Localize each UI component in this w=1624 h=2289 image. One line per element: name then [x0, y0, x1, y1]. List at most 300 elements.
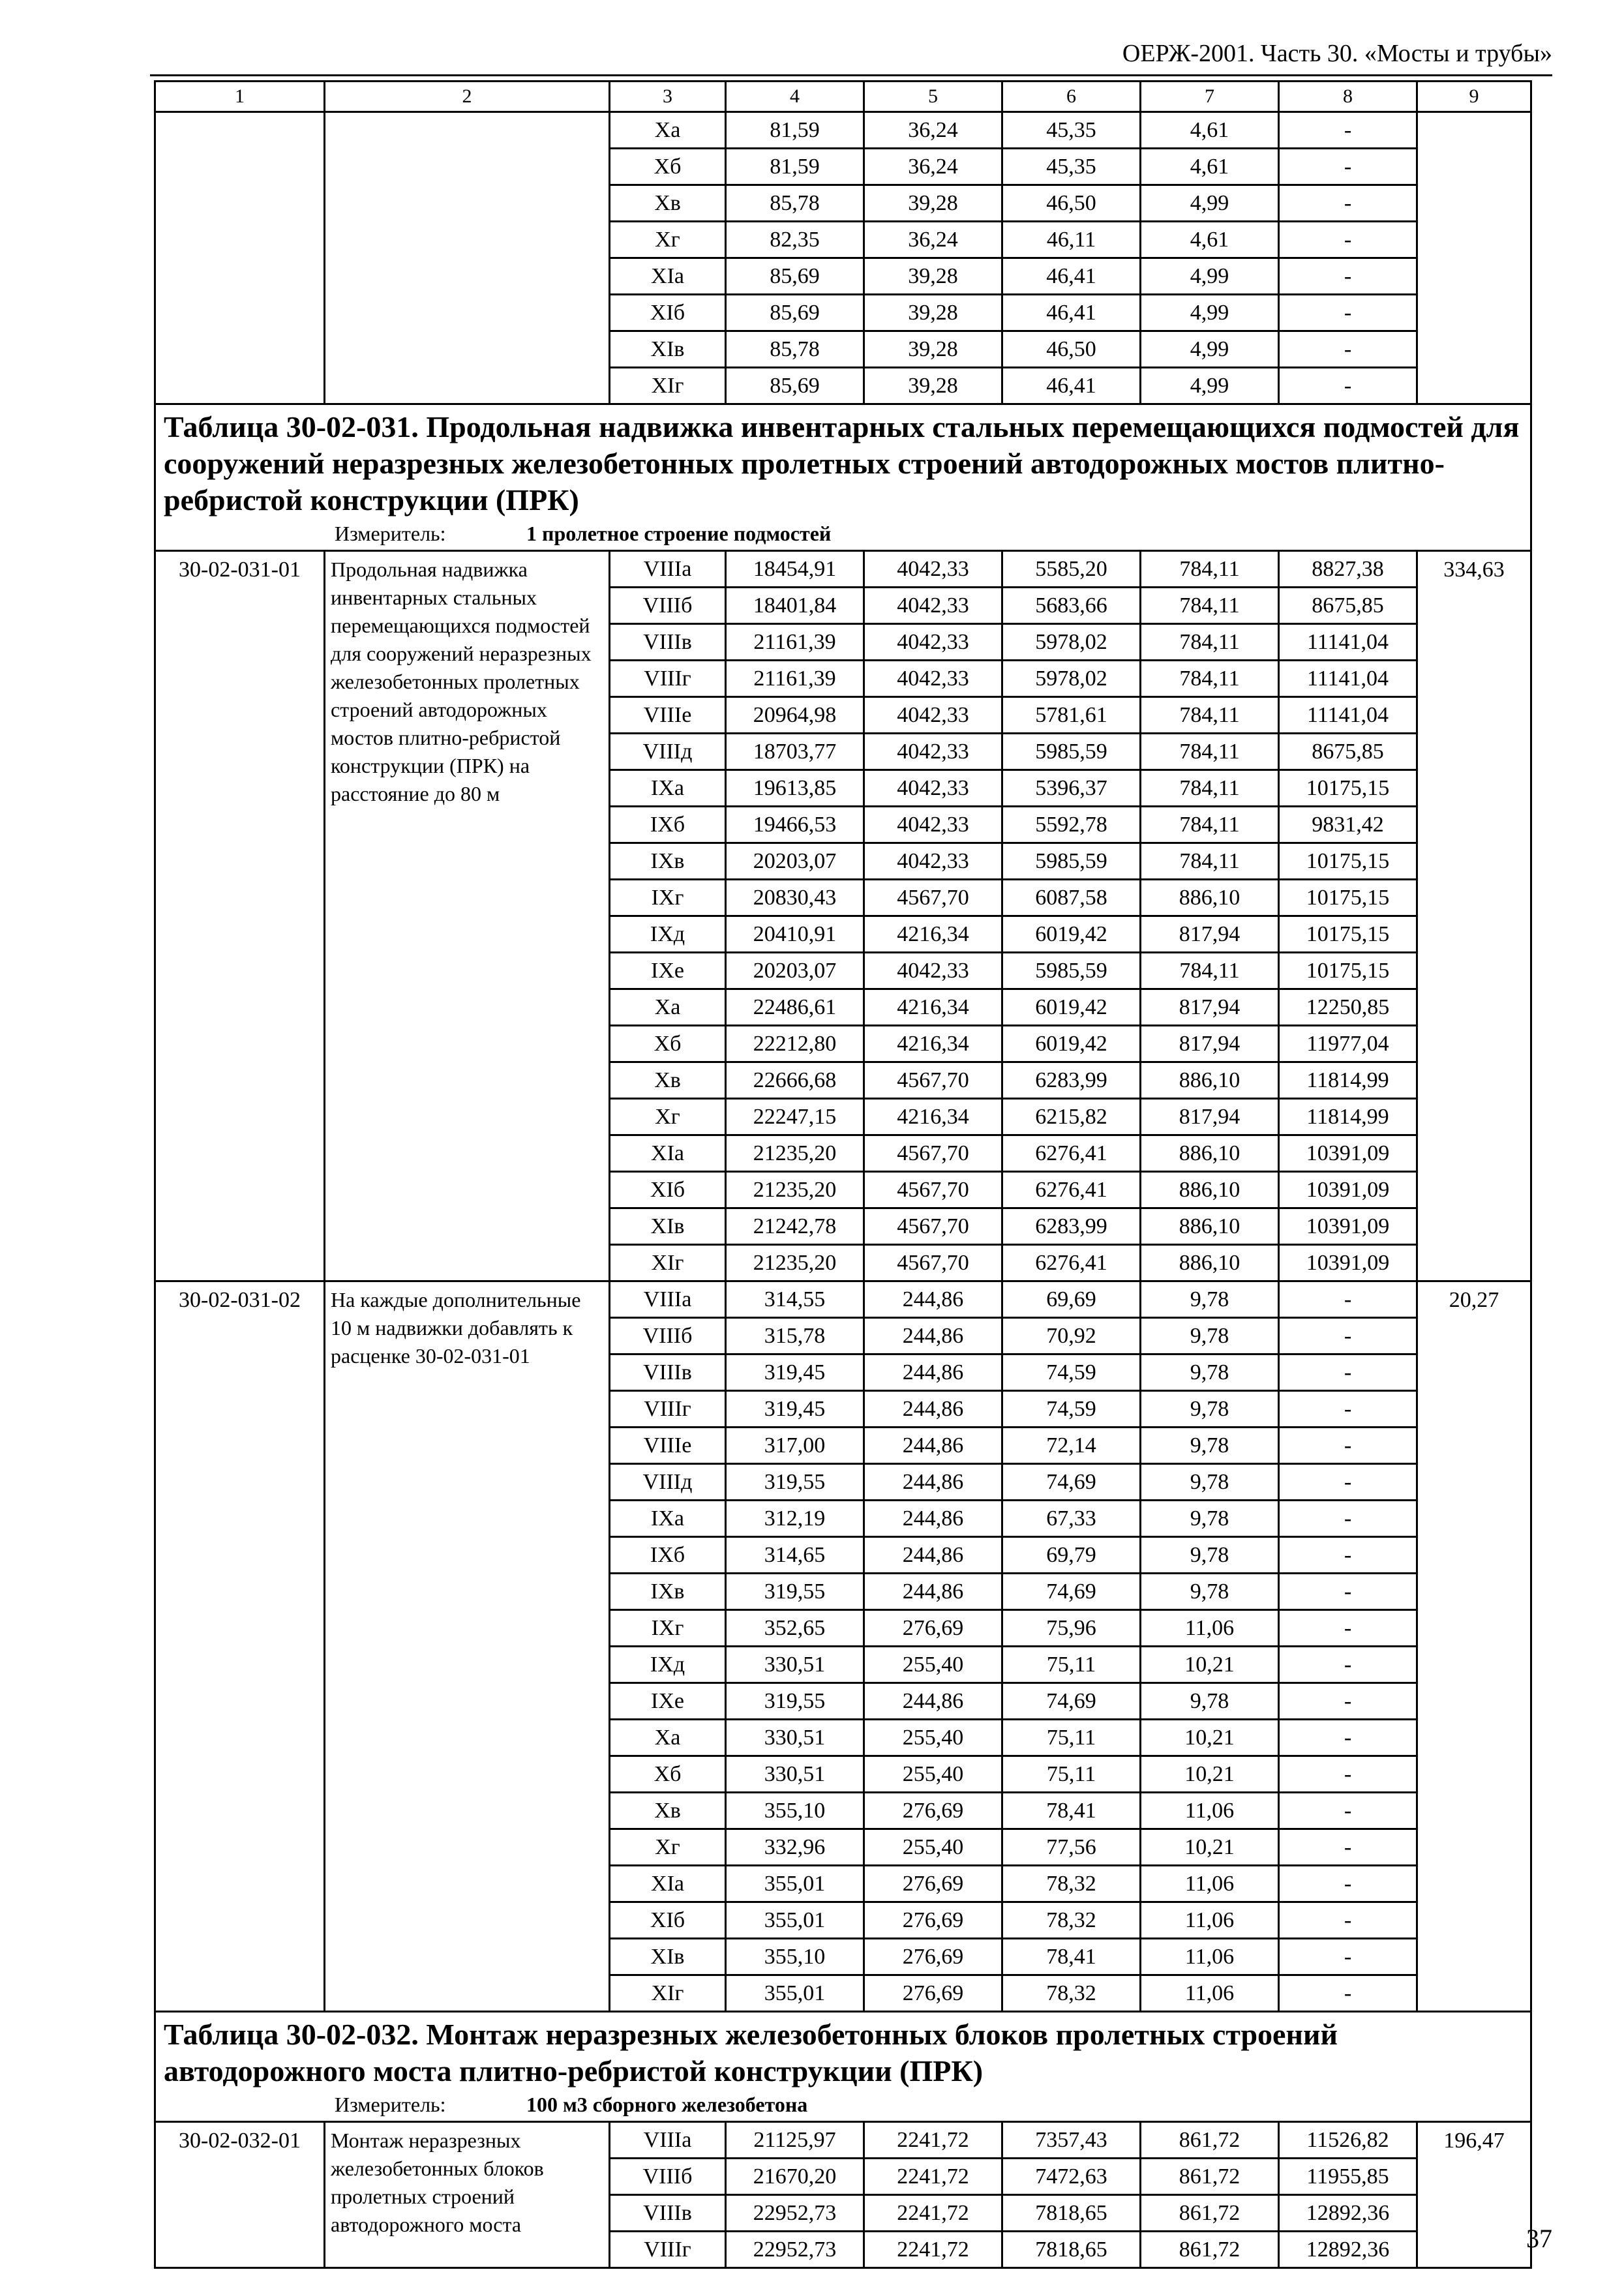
measure: [164, 2091, 1524, 2118]
machine-operation-cell: 46,50: [1002, 185, 1141, 222]
materials-cell: -: [1279, 1902, 1417, 1939]
zone-cell: XIг: [610, 1245, 726, 1281]
operator-wages-cell: 10,21: [1141, 1720, 1279, 1756]
labor-wages-cell: 36,24: [864, 222, 1002, 258]
zone-cell: XIг: [610, 1975, 726, 2012]
machine-operation-cell: 6276,41: [1002, 1172, 1141, 1208]
labor-wages-cell: 4567,70: [864, 880, 1002, 916]
machine-operation-cell: 6283,99: [1002, 1208, 1141, 1245]
operator-wages-cell: 886,10: [1141, 1135, 1279, 1172]
operator-wages-cell: 886,10: [1141, 1208, 1279, 1245]
machine-operation-cell: 46,50: [1002, 331, 1141, 368]
materials-cell: 11955,85: [1279, 2159, 1417, 2195]
operator-wages-cell: 886,10: [1141, 1062, 1279, 1099]
machine-operation-cell: 6283,99: [1002, 1062, 1141, 1099]
direct-costs-cell: 355,01: [726, 1902, 864, 1939]
rate-code: 30-02-032-01: [155, 2122, 325, 2268]
labor-wages-cell: 244,86: [864, 1501, 1002, 1537]
table-032-title-row: [155, 2012, 1531, 2122]
machine-operation-cell: 6276,41: [1002, 1135, 1141, 1172]
materials-cell: 11526,82: [1279, 2122, 1417, 2159]
column-number: 4: [726, 82, 864, 112]
materials-cell: 11141,04: [1279, 697, 1417, 734]
machine-operation-cell: 5985,59: [1002, 734, 1141, 770]
operator-wages-cell: 9,78: [1141, 1501, 1279, 1537]
machine-operation-cell: 6019,42: [1002, 1026, 1141, 1062]
zone-cell: XIв: [610, 331, 726, 368]
zone-cell: Xб: [610, 1756, 726, 1793]
zone-cell: Xг: [610, 1829, 726, 1866]
direct-costs-cell: 20410,91: [726, 916, 864, 953]
zone-cell: IXб: [610, 1537, 726, 1574]
zone-cell: XIa: [610, 1866, 726, 1902]
machine-operation-cell: 74,59: [1002, 1354, 1141, 1391]
zone-cell: XIв: [610, 1939, 726, 1975]
direct-costs-cell: 22212,80: [726, 1026, 864, 1062]
machine-operation-cell: 6019,42: [1002, 916, 1141, 953]
direct-costs-cell: 319,55: [726, 1464, 864, 1501]
operator-wages-cell: 10,21: [1141, 1756, 1279, 1793]
machine-operation-cell: 74,59: [1002, 1391, 1141, 1428]
materials-cell: -: [1279, 1391, 1417, 1428]
materials-cell: 12892,36: [1279, 2195, 1417, 2232]
zone-cell: XIб: [610, 1172, 726, 1208]
materials-cell: 11141,04: [1279, 624, 1417, 661]
operator-wages-cell: 861,72: [1141, 2232, 1279, 2268]
column-number: 5: [864, 82, 1002, 112]
operator-wages-cell: 4,99: [1141, 295, 1279, 331]
table-row: [155, 1281, 1531, 1318]
header-rule: [150, 74, 1552, 76]
machine-operation-cell: 67,33: [1002, 1501, 1141, 1537]
machine-operation-cell: 7357,43: [1002, 2122, 1141, 2159]
operator-wages-cell: 784,11: [1141, 697, 1279, 734]
machine-operation-cell: 5683,66: [1002, 588, 1141, 624]
machine-operation-cell: 69,69: [1002, 1281, 1141, 1318]
materials-cell: -: [1279, 295, 1417, 331]
direct-costs-cell: 82,35: [726, 222, 864, 258]
direct-costs-cell: 19613,85: [726, 770, 864, 807]
direct-costs-cell: 18454,91: [726, 551, 864, 588]
materials-cell: -: [1279, 222, 1417, 258]
direct-costs-cell: 21670,20: [726, 2159, 864, 2195]
materials-cell: 10391,09: [1279, 1135, 1417, 1172]
direct-costs-cell: 319,45: [726, 1354, 864, 1391]
labor-wages-cell: 4216,34: [864, 1099, 1002, 1135]
labor-wages-cell: 244,86: [864, 1318, 1002, 1354]
zone-cell: IXе: [610, 953, 726, 989]
labor-wages-cell: 4042,33: [864, 624, 1002, 661]
direct-costs-cell: 85,69: [726, 368, 864, 404]
labor-wages-cell: 276,69: [864, 1939, 1002, 1975]
materials-cell: -: [1279, 149, 1417, 185]
zone-cell: IXг: [610, 880, 726, 916]
direct-costs-cell: 332,96: [726, 1829, 864, 1866]
machine-operation-cell: 78,41: [1002, 1793, 1141, 1829]
operator-wages-cell: 4,61: [1141, 112, 1279, 149]
zone-cell: IXa: [610, 1501, 726, 1537]
rate-description: На каждые дополнительные 10 м надвижки добавлять к расценке 30-02-031-01: [325, 1281, 610, 2012]
table-row: [155, 112, 1531, 149]
machine-operation-cell: 5985,59: [1002, 953, 1141, 989]
materials-cell: 9831,42: [1279, 807, 1417, 843]
materials-cell: -: [1279, 1866, 1417, 1902]
machine-operation-cell: 74,69: [1002, 1574, 1141, 1610]
zone-cell: XIa: [610, 258, 726, 295]
machine-operation-cell: 75,11: [1002, 1647, 1141, 1683]
labor-wages-cell: 244,86: [864, 1464, 1002, 1501]
direct-costs-cell: 20203,07: [726, 843, 864, 880]
operator-wages-cell: 784,11: [1141, 588, 1279, 624]
direct-costs-cell: 21161,39: [726, 624, 864, 661]
zone-cell: XIб: [610, 295, 726, 331]
column-number: 2: [325, 82, 610, 112]
zone-cell: VIIIa: [610, 1281, 726, 1318]
direct-costs-cell: 355,01: [726, 1866, 864, 1902]
rate-value: 334,63: [1417, 551, 1531, 1281]
operator-wages-cell: 9,78: [1141, 1683, 1279, 1720]
materials-cell: -: [1279, 1354, 1417, 1391]
materials-cell: -: [1279, 1501, 1417, 1537]
materials-cell: 10175,15: [1279, 916, 1417, 953]
operator-wages-cell: 784,11: [1141, 843, 1279, 880]
measure-value: 1 пролетное строение подмостей: [526, 522, 832, 545]
operator-wages-cell: 9,78: [1141, 1574, 1279, 1610]
direct-costs-cell: 20830,43: [726, 880, 864, 916]
materials-cell: -: [1279, 1756, 1417, 1793]
machine-operation-cell: 5978,02: [1002, 661, 1141, 697]
materials-cell: 10175,15: [1279, 880, 1417, 916]
column-number: 3: [610, 82, 726, 112]
labor-wages-cell: 244,86: [864, 1537, 1002, 1574]
labor-wages-cell: 39,28: [864, 185, 1002, 222]
materials-cell: -: [1279, 112, 1417, 149]
table-title: Таблица 30-02-032. Монтаж неразрезных железобетонных блоков пролетных строений автодорожного моста плитно-ребристой конструкции (ПРК): [164, 2018, 1338, 2087]
zone-cell: VIIIе: [610, 697, 726, 734]
materials-cell: 10175,15: [1279, 843, 1417, 880]
direct-costs-cell: 22952,73: [726, 2195, 864, 2232]
zone-cell: Xa: [610, 989, 726, 1026]
measure-label: Измеритель:: [335, 2093, 446, 2116]
zone-cell: IXг: [610, 1610, 726, 1647]
column-number: 8: [1279, 82, 1417, 112]
rate-description: Продольная надвижка инвентарных стальных перемещающихся подмостей для сооружений неразрезных железобетонных пролетных строений автодорожных мостов плитно-ребристой конструкции (ПРК) на расстояние до 80 м: [325, 551, 610, 1281]
materials-cell: -: [1279, 1975, 1417, 2012]
labor-wages-cell: 2241,72: [864, 2195, 1002, 2232]
operator-wages-cell: 11,06: [1141, 1610, 1279, 1647]
materials-cell: -: [1279, 1574, 1417, 1610]
operator-wages-cell: 11,06: [1141, 1975, 1279, 2012]
materials-cell: -: [1279, 368, 1417, 404]
materials-cell: -: [1279, 331, 1417, 368]
zone-cell: IXa: [610, 770, 726, 807]
labor-wages-cell: 39,28: [864, 368, 1002, 404]
direct-costs-cell: 21235,20: [726, 1172, 864, 1208]
zone-cell: VIIIв: [610, 1354, 726, 1391]
zone-cell: Xв: [610, 1062, 726, 1099]
direct-costs-cell: 22666,68: [726, 1062, 864, 1099]
materials-cell: 10391,09: [1279, 1172, 1417, 1208]
table-row: [155, 551, 1531, 588]
materials-cell: -: [1279, 1720, 1417, 1756]
zone-cell: Xг: [610, 1099, 726, 1135]
materials-cell: -: [1279, 1610, 1417, 1647]
zone-cell: VIIIб: [610, 588, 726, 624]
zone-cell: XIa: [610, 1135, 726, 1172]
column-number: 1: [155, 82, 325, 112]
labor-wages-cell: 244,86: [864, 1354, 1002, 1391]
rate-value: 196,47: [1417, 2122, 1531, 2268]
machine-operation-cell: 5585,20: [1002, 551, 1141, 588]
labor-wages-cell: 4042,33: [864, 588, 1002, 624]
machine-operation-cell: 46,41: [1002, 368, 1141, 404]
materials-cell: 10175,15: [1279, 953, 1417, 989]
operator-wages-cell: 784,11: [1141, 551, 1279, 588]
zone-cell: VIIIг: [610, 2232, 726, 2268]
labor-wages-cell: 4042,33: [864, 697, 1002, 734]
zone-cell: VIIIб: [610, 1318, 726, 1354]
materials-cell: -: [1279, 1428, 1417, 1464]
zone-cell: XIб: [610, 1902, 726, 1939]
operator-wages-cell: 9,78: [1141, 1281, 1279, 1318]
machine-operation-cell: 5781,61: [1002, 697, 1141, 734]
labor-wages-cell: 4042,33: [864, 953, 1002, 989]
zone-cell: Xб: [610, 149, 726, 185]
operator-wages-cell: 9,78: [1141, 1428, 1279, 1464]
zone-cell: VIIIд: [610, 734, 726, 770]
labor-wages-cell: 4042,33: [864, 770, 1002, 807]
column-number-row: [155, 82, 1531, 112]
operator-wages-cell: 11,06: [1141, 1939, 1279, 1975]
rate-value: 20,27: [1417, 1281, 1531, 2012]
operator-wages-cell: 4,99: [1141, 368, 1279, 404]
operator-wages-cell: 784,11: [1141, 807, 1279, 843]
machine-operation-cell: 45,35: [1002, 112, 1141, 149]
machine-operation-cell: 75,96: [1002, 1610, 1141, 1647]
labor-wages-cell: 2241,72: [864, 2159, 1002, 2195]
materials-cell: -: [1279, 1829, 1417, 1866]
zone-cell: VIIIв: [610, 624, 726, 661]
column-number: 9: [1417, 82, 1531, 112]
direct-costs-cell: 21125,97: [726, 2122, 864, 2159]
zone-cell: VIIIб: [610, 2159, 726, 2195]
operator-wages-cell: 817,94: [1141, 916, 1279, 953]
table-row: [155, 2122, 1531, 2159]
direct-costs-cell: 330,51: [726, 1756, 864, 1793]
materials-cell: -: [1279, 1281, 1417, 1318]
materials-cell: -: [1279, 1793, 1417, 1829]
direct-costs-cell: 22247,15: [726, 1099, 864, 1135]
machine-operation-cell: 77,56: [1002, 1829, 1141, 1866]
direct-costs-cell: 85,69: [726, 295, 864, 331]
empty-cell: [155, 112, 325, 404]
machine-operation-cell: 78,41: [1002, 1939, 1141, 1975]
labor-wages-cell: 4042,33: [864, 551, 1002, 588]
column-number: 7: [1141, 82, 1279, 112]
operator-wages-cell: 784,11: [1141, 624, 1279, 661]
machine-operation-cell: 46,41: [1002, 295, 1141, 331]
operator-wages-cell: 9,78: [1141, 1391, 1279, 1428]
operator-wages-cell: 11,06: [1141, 1793, 1279, 1829]
direct-costs-cell: 20203,07: [726, 953, 864, 989]
labor-wages-cell: 276,69: [864, 1902, 1002, 1939]
labor-wages-cell: 2241,72: [864, 2122, 1002, 2159]
zone-cell: IXв: [610, 1574, 726, 1610]
materials-cell: 10391,09: [1279, 1208, 1417, 1245]
labor-wages-cell: 276,69: [864, 1866, 1002, 1902]
labor-wages-cell: 255,40: [864, 1829, 1002, 1866]
materials-cell: 8675,85: [1279, 588, 1417, 624]
labor-wages-cell: 244,86: [864, 1574, 1002, 1610]
direct-costs-cell: 22486,61: [726, 989, 864, 1026]
materials-cell: 12250,85: [1279, 989, 1417, 1026]
direct-costs-cell: 352,65: [726, 1610, 864, 1647]
direct-costs-cell: 330,51: [726, 1647, 864, 1683]
machine-operation-cell: 6087,58: [1002, 880, 1141, 916]
operator-wages-cell: 10,21: [1141, 1829, 1279, 1866]
direct-costs-cell: 81,59: [726, 149, 864, 185]
empty-cell: [1417, 112, 1531, 404]
zone-cell: IXб: [610, 807, 726, 843]
direct-costs-cell: 319,55: [726, 1574, 864, 1610]
machine-operation-cell: 74,69: [1002, 1464, 1141, 1501]
materials-cell: 11814,99: [1279, 1099, 1417, 1135]
operator-wages-cell: 10,21: [1141, 1647, 1279, 1683]
labor-wages-cell: 4567,70: [864, 1062, 1002, 1099]
operator-wages-cell: 784,11: [1141, 953, 1279, 989]
direct-costs-cell: 355,10: [726, 1793, 864, 1829]
direct-costs-cell: 317,00: [726, 1428, 864, 1464]
materials-cell: 10391,09: [1279, 1245, 1417, 1281]
labor-wages-cell: 4042,33: [864, 734, 1002, 770]
table-032-title: [155, 2012, 1531, 2122]
operator-wages-cell: 784,11: [1141, 661, 1279, 697]
direct-costs-cell: 20964,98: [726, 697, 864, 734]
machine-operation-cell: 5985,59: [1002, 843, 1141, 880]
materials-cell: -: [1279, 258, 1417, 295]
materials-cell: -: [1279, 1683, 1417, 1720]
table-031-title-row: [155, 404, 1531, 551]
machine-operation-cell: 46,11: [1002, 222, 1141, 258]
machine-operation-cell: 5396,37: [1002, 770, 1141, 807]
operator-wages-cell: 861,72: [1141, 2122, 1279, 2159]
labor-wages-cell: 276,69: [864, 1975, 1002, 2012]
operator-wages-cell: 861,72: [1141, 2159, 1279, 2195]
empty-cell: [325, 112, 610, 404]
operator-wages-cell: 11,06: [1141, 1866, 1279, 1902]
materials-cell: -: [1279, 1464, 1417, 1501]
operator-wages-cell: 817,94: [1141, 989, 1279, 1026]
materials-cell: 8827,38: [1279, 551, 1417, 588]
direct-costs-cell: 319,45: [726, 1391, 864, 1428]
zone-cell: VIIIв: [610, 2195, 726, 2232]
operator-wages-cell: 4,99: [1141, 258, 1279, 295]
machine-operation-cell: 70,92: [1002, 1318, 1141, 1354]
labor-wages-cell: 39,28: [864, 295, 1002, 331]
operator-wages-cell: 861,72: [1141, 2195, 1279, 2232]
materials-cell: -: [1279, 1939, 1417, 1975]
machine-operation-cell: 7818,65: [1002, 2232, 1141, 2268]
zone-cell: Xг: [610, 222, 726, 258]
direct-costs-cell: 21161,39: [726, 661, 864, 697]
direct-costs-cell: 315,78: [726, 1318, 864, 1354]
measure-value: 100 м3 сборного железобетона: [526, 2093, 808, 2116]
zone-cell: XIв: [610, 1208, 726, 1245]
zone-cell: Xв: [610, 185, 726, 222]
materials-cell: 11977,04: [1279, 1026, 1417, 1062]
direct-costs-cell: 21235,20: [726, 1135, 864, 1172]
labor-wages-cell: 4042,33: [864, 843, 1002, 880]
direct-costs-cell: 19466,53: [726, 807, 864, 843]
labor-wages-cell: 36,24: [864, 112, 1002, 149]
labor-wages-cell: 4567,70: [864, 1245, 1002, 1281]
labor-wages-cell: 39,28: [864, 331, 1002, 368]
zone-cell: VIIIд: [610, 1464, 726, 1501]
machine-operation-cell: 6215,82: [1002, 1099, 1141, 1135]
labor-wages-cell: 276,69: [864, 1610, 1002, 1647]
labor-wages-cell: 276,69: [864, 1793, 1002, 1829]
labor-wages-cell: 4216,34: [864, 916, 1002, 953]
direct-costs-cell: 355,10: [726, 1939, 864, 1975]
labor-wages-cell: 244,86: [864, 1391, 1002, 1428]
machine-operation-cell: 75,11: [1002, 1720, 1141, 1756]
direct-costs-cell: 18401,84: [726, 588, 864, 624]
operator-wages-cell: 886,10: [1141, 1245, 1279, 1281]
machine-operation-cell: 72,14: [1002, 1428, 1141, 1464]
page-number: 37: [1526, 2224, 1552, 2253]
materials-cell: -: [1279, 1537, 1417, 1574]
operator-wages-cell: 784,11: [1141, 734, 1279, 770]
direct-costs-cell: 85,78: [726, 331, 864, 368]
labor-wages-cell: 255,40: [864, 1720, 1002, 1756]
machine-operation-cell: 74,69: [1002, 1683, 1141, 1720]
zone-cell: Xв: [610, 1793, 726, 1829]
rates-table: [154, 80, 1532, 2269]
measure-label: Измеритель:: [335, 522, 446, 545]
zone-cell: Xб: [610, 1026, 726, 1062]
operator-wages-cell: 886,10: [1141, 1172, 1279, 1208]
measure: [164, 520, 1524, 547]
zone-cell: XIг: [610, 368, 726, 404]
operator-wages-cell: 9,78: [1141, 1354, 1279, 1391]
materials-cell: 12892,36: [1279, 2232, 1417, 2268]
labor-wages-cell: 4567,70: [864, 1208, 1002, 1245]
labor-wages-cell: 4216,34: [864, 1026, 1002, 1062]
direct-costs-cell: 312,19: [726, 1501, 864, 1537]
machine-operation-cell: 75,11: [1002, 1756, 1141, 1793]
machine-operation-cell: 45,35: [1002, 149, 1141, 185]
machine-operation-cell: 7472,63: [1002, 2159, 1141, 2195]
machine-operation-cell: 6276,41: [1002, 1245, 1141, 1281]
labor-wages-cell: 4042,33: [864, 807, 1002, 843]
zone-cell: VIIIa: [610, 2122, 726, 2159]
zone-cell: IXе: [610, 1683, 726, 1720]
labor-wages-cell: 244,86: [864, 1281, 1002, 1318]
direct-costs-cell: 81,59: [726, 112, 864, 149]
zone-cell: Xa: [610, 1720, 726, 1756]
materials-cell: 11141,04: [1279, 661, 1417, 697]
operator-wages-cell: 9,78: [1141, 1318, 1279, 1354]
direct-costs-cell: 22952,73: [726, 2232, 864, 2268]
labor-wages-cell: 36,24: [864, 149, 1002, 185]
direct-costs-cell: 18703,77: [726, 734, 864, 770]
materials-cell: 10175,15: [1279, 770, 1417, 807]
table-title: Таблица 30-02-031. Продольная надвижка инвентарных стальных перемещающихся подмостей для сооружений неразрезных железобетонных пролетных строений автодорожных мостов плитно-ребристой конструкции (ПРК): [164, 410, 1520, 516]
operator-wages-cell: 4,99: [1141, 331, 1279, 368]
zone-cell: VIIIa: [610, 551, 726, 588]
direct-costs-cell: 85,78: [726, 185, 864, 222]
table-031-title: [155, 404, 1531, 551]
